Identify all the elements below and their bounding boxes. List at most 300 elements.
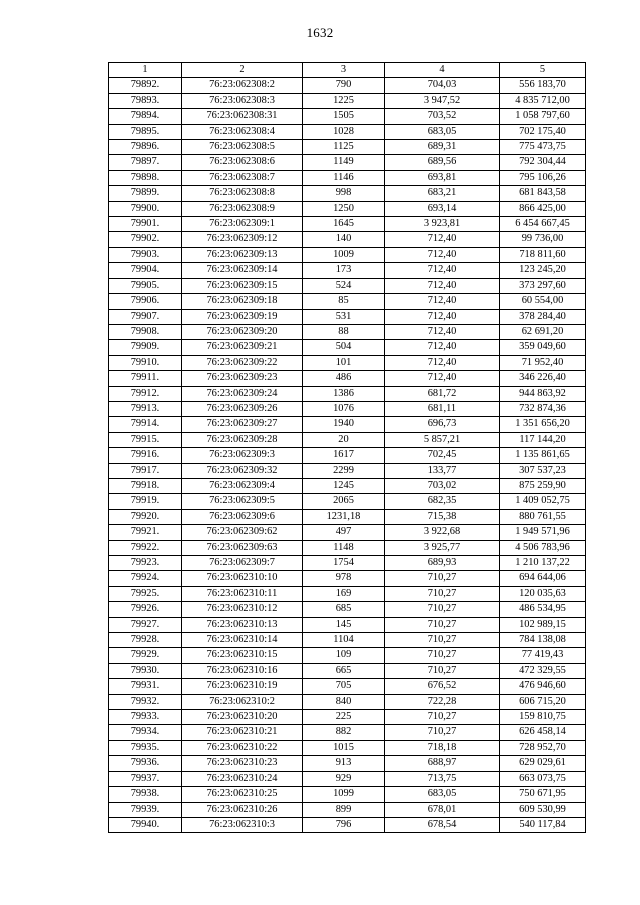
table-body bbox=[109, 78, 586, 833]
area-cell: 1754 bbox=[303, 556, 385, 571]
cadastral-number-cell: 76:23:062310:14 bbox=[182, 633, 303, 648]
area-cell: 140 bbox=[303, 232, 385, 247]
cadastral-value-cell: 750 671,95 bbox=[500, 787, 586, 802]
specific-value-cell: 693,14 bbox=[385, 201, 500, 216]
cadastral-number-cell: 76:23:062308:6 bbox=[182, 155, 303, 170]
cadastral-number-cell: 76:23:062310:13 bbox=[182, 617, 303, 632]
specific-value-cell: 710,27 bbox=[385, 617, 500, 632]
row-number-cell: 79939. bbox=[109, 802, 182, 817]
cadastral-number-cell: 76:23:062308:7 bbox=[182, 170, 303, 185]
cadastral-value-cell: 6 454 667,45 bbox=[500, 217, 586, 232]
row-number-cell: 79900. bbox=[109, 201, 182, 216]
table-row bbox=[109, 509, 586, 524]
cadastral-value-cell: 476 946,60 bbox=[500, 679, 586, 694]
cadastral-value-cell: 346 226,40 bbox=[500, 371, 586, 386]
cadastral-number-cell: 76:23:062308:9 bbox=[182, 201, 303, 216]
cadastral-value-cell: 702 175,40 bbox=[500, 124, 586, 139]
area-cell: 840 bbox=[303, 694, 385, 709]
table-row bbox=[109, 386, 586, 401]
specific-value-cell: 710,27 bbox=[385, 633, 500, 648]
row-number-cell: 79907. bbox=[109, 309, 182, 324]
area-cell: 497 bbox=[303, 525, 385, 540]
row-number-cell: 79923. bbox=[109, 556, 182, 571]
cadastral-number-cell: 76:23:062309:7 bbox=[182, 556, 303, 571]
cadastral-value-cell: 606 715,20 bbox=[500, 694, 586, 709]
specific-value-cell: 722,28 bbox=[385, 694, 500, 709]
row-number-cell: 79920. bbox=[109, 509, 182, 524]
specific-value-cell: 688,97 bbox=[385, 756, 500, 771]
specific-value-cell: 702,45 bbox=[385, 448, 500, 463]
row-number-cell: 79899. bbox=[109, 186, 182, 201]
cadastral-value-cell: 681 843,58 bbox=[500, 186, 586, 201]
specific-value-cell: 676,52 bbox=[385, 679, 500, 694]
area-cell: 1225 bbox=[303, 93, 385, 108]
table-row bbox=[109, 263, 586, 278]
area-cell: 665 bbox=[303, 663, 385, 678]
area-cell: 1104 bbox=[303, 633, 385, 648]
cadastral-number-cell: 76:23:062309:24 bbox=[182, 386, 303, 401]
row-number-cell: 79921. bbox=[109, 525, 182, 540]
cadastral-number-cell: 76:23:062309:28 bbox=[182, 432, 303, 447]
cadastral-number-cell: 76:23:062309:19 bbox=[182, 309, 303, 324]
cadastral-number-cell: 76:23:062310:20 bbox=[182, 710, 303, 725]
table-row bbox=[109, 571, 586, 586]
row-number-cell: 79915. bbox=[109, 432, 182, 447]
cadastral-value-cell: 62 691,20 bbox=[500, 324, 586, 339]
area-cell: 1099 bbox=[303, 787, 385, 802]
area-cell: 1148 bbox=[303, 540, 385, 555]
area-cell: 929 bbox=[303, 771, 385, 786]
area-cell: 705 bbox=[303, 679, 385, 694]
cadastral-number-cell: 76:23:062309:15 bbox=[182, 278, 303, 293]
area-cell: 1231,18 bbox=[303, 509, 385, 524]
cadastral-value-cell: 626 458,14 bbox=[500, 725, 586, 740]
row-number-cell: 79938. bbox=[109, 787, 182, 802]
cadastral-number-cell: 76:23:062308:3 bbox=[182, 93, 303, 108]
cadastral-number-cell: 76:23:062310:22 bbox=[182, 740, 303, 755]
cadastral-number-cell: 76:23:062310:15 bbox=[182, 648, 303, 663]
cadastral-value-cell: 1 949 571,96 bbox=[500, 525, 586, 540]
specific-value-cell: 693,81 bbox=[385, 170, 500, 185]
cadastral-value-cell: 663 073,75 bbox=[500, 771, 586, 786]
row-number-cell: 79930. bbox=[109, 663, 182, 678]
specific-value-cell: 712,40 bbox=[385, 371, 500, 386]
table-row bbox=[109, 525, 586, 540]
specific-value-cell: 712,40 bbox=[385, 232, 500, 247]
specific-value-cell: 712,40 bbox=[385, 309, 500, 324]
cadastral-value-cell: 866 425,00 bbox=[500, 201, 586, 216]
table-row bbox=[109, 247, 586, 262]
cadastral-number-cell: 76:23:062310:19 bbox=[182, 679, 303, 694]
cadastral-value-cell: 792 304,44 bbox=[500, 155, 586, 170]
cadastral-value-cell: 1 135 861,65 bbox=[500, 448, 586, 463]
table-row bbox=[109, 586, 586, 601]
row-number-cell: 79905. bbox=[109, 278, 182, 293]
table-row bbox=[109, 201, 586, 216]
cadastral-value-cell: 556 183,70 bbox=[500, 78, 586, 93]
area-cell: 1245 bbox=[303, 478, 385, 493]
cadastral-number-cell: 76:23:062310:10 bbox=[182, 571, 303, 586]
cadastral-value-cell: 117 144,20 bbox=[500, 432, 586, 447]
cadastral-number-cell: 76:23:062309:20 bbox=[182, 324, 303, 339]
area-cell: 1149 bbox=[303, 155, 385, 170]
cadastral-number-cell: 76:23:062308:31 bbox=[182, 109, 303, 124]
specific-value-cell: 712,40 bbox=[385, 294, 500, 309]
row-number-cell: 79903. bbox=[109, 247, 182, 262]
cadastral-number-cell: 76:23:062308:5 bbox=[182, 140, 303, 155]
row-number-cell: 79919. bbox=[109, 494, 182, 509]
row-number-cell: 79909. bbox=[109, 340, 182, 355]
table-row bbox=[109, 694, 586, 709]
row-number-cell: 79929. bbox=[109, 648, 182, 663]
specific-value-cell: 715,38 bbox=[385, 509, 500, 524]
area-cell: 20 bbox=[303, 432, 385, 447]
area-cell: 169 bbox=[303, 586, 385, 601]
table-row bbox=[109, 324, 586, 339]
cadastral-value-cell: 4 506 783,96 bbox=[500, 540, 586, 555]
area-cell: 1386 bbox=[303, 386, 385, 401]
cadastral-value-cell: 159 810,75 bbox=[500, 710, 586, 725]
area-cell: 504 bbox=[303, 340, 385, 355]
area-cell: 1505 bbox=[303, 109, 385, 124]
row-number-cell: 79892. bbox=[109, 78, 182, 93]
area-cell: 173 bbox=[303, 263, 385, 278]
row-number-cell: 79901. bbox=[109, 217, 182, 232]
table-row bbox=[109, 109, 586, 124]
table-row bbox=[109, 725, 586, 740]
row-number-cell: 79916. bbox=[109, 448, 182, 463]
area-cell: 2299 bbox=[303, 463, 385, 478]
specific-value-cell: 689,56 bbox=[385, 155, 500, 170]
table-row bbox=[109, 679, 586, 694]
table-row bbox=[109, 663, 586, 678]
row-number-cell: 79895. bbox=[109, 124, 182, 139]
table-row bbox=[109, 355, 586, 370]
table-row bbox=[109, 756, 586, 771]
area-cell: 531 bbox=[303, 309, 385, 324]
row-number-cell: 79908. bbox=[109, 324, 182, 339]
area-cell: 913 bbox=[303, 756, 385, 771]
table-row bbox=[109, 417, 586, 432]
table-row bbox=[109, 78, 586, 93]
row-number-cell: 79910. bbox=[109, 355, 182, 370]
area-cell: 1009 bbox=[303, 247, 385, 262]
cadastral-value-cell: 732 874,36 bbox=[500, 401, 586, 416]
table-row bbox=[109, 740, 586, 755]
table-row bbox=[109, 478, 586, 493]
row-number-cell: 79911. bbox=[109, 371, 182, 386]
row-number-cell: 79927. bbox=[109, 617, 182, 632]
row-number-cell: 79937. bbox=[109, 771, 182, 786]
cadastral-value-cell: 359 049,60 bbox=[500, 340, 586, 355]
table-row bbox=[109, 278, 586, 293]
row-number-cell: 79897. bbox=[109, 155, 182, 170]
specific-value-cell: 710,27 bbox=[385, 571, 500, 586]
area-cell: 88 bbox=[303, 324, 385, 339]
specific-value-cell: 3 947,52 bbox=[385, 93, 500, 108]
cadastral-value-cell: 60 554,00 bbox=[500, 294, 586, 309]
cadastral-value-cell: 99 736,00 bbox=[500, 232, 586, 247]
cadastral-value-cell: 795 106,26 bbox=[500, 170, 586, 185]
specific-value-cell: 710,27 bbox=[385, 586, 500, 601]
specific-value-cell: 683,21 bbox=[385, 186, 500, 201]
cadastral-number-cell: 76:23:062309:4 bbox=[182, 478, 303, 493]
column-header-4: 4 bbox=[385, 63, 500, 78]
area-cell: 2065 bbox=[303, 494, 385, 509]
cadastral-value-cell: 718 811,60 bbox=[500, 247, 586, 262]
specific-value-cell: 3 923,81 bbox=[385, 217, 500, 232]
cadastral-value-cell: 784 138,08 bbox=[500, 633, 586, 648]
cadastral-value-cell: 307 537,23 bbox=[500, 463, 586, 478]
row-number-cell: 79893. bbox=[109, 93, 182, 108]
column-header-3: 3 bbox=[303, 63, 385, 78]
table-row bbox=[109, 633, 586, 648]
row-number-cell: 79913. bbox=[109, 401, 182, 416]
table-row bbox=[109, 494, 586, 509]
cadastral-number-cell: 76:23:062310:11 bbox=[182, 586, 303, 601]
cadastral-value-cell: 728 952,70 bbox=[500, 740, 586, 755]
cadastral-value-cell: 880 761,55 bbox=[500, 509, 586, 524]
specific-value-cell: 712,40 bbox=[385, 247, 500, 262]
row-number-cell: 79936. bbox=[109, 756, 182, 771]
cadastral-number-cell: 76:23:062310:16 bbox=[182, 663, 303, 678]
table-header-row bbox=[109, 63, 586, 78]
table-row bbox=[109, 771, 586, 786]
table-row bbox=[109, 340, 586, 355]
area-cell: 486 bbox=[303, 371, 385, 386]
cadastral-number-cell: 76:23:062309:63 bbox=[182, 540, 303, 555]
table-row bbox=[109, 170, 586, 185]
specific-value-cell: 3 925,77 bbox=[385, 540, 500, 555]
cadastral-value-cell: 71 952,40 bbox=[500, 355, 586, 370]
cadastral-value-cell: 472 329,55 bbox=[500, 663, 586, 678]
cadastral-number-cell: 76:23:062309:27 bbox=[182, 417, 303, 432]
area-cell: 1940 bbox=[303, 417, 385, 432]
specific-value-cell: 712,40 bbox=[385, 263, 500, 278]
cadastral-number-cell: 76:23:062310:25 bbox=[182, 787, 303, 802]
cadastral-number-cell: 76:23:062310:12 bbox=[182, 602, 303, 617]
specific-value-cell: 678,54 bbox=[385, 817, 500, 832]
specific-value-cell: 703,02 bbox=[385, 478, 500, 493]
specific-value-cell: 681,72 bbox=[385, 386, 500, 401]
cadastral-number-cell: 76:23:062310:24 bbox=[182, 771, 303, 786]
row-number-cell: 79924. bbox=[109, 571, 182, 586]
table-row bbox=[109, 186, 586, 201]
cadastral-number-cell: 76:23:062309:18 bbox=[182, 294, 303, 309]
area-cell: 524 bbox=[303, 278, 385, 293]
area-cell: 1076 bbox=[303, 401, 385, 416]
row-number-cell: 79922. bbox=[109, 540, 182, 555]
specific-value-cell: 712,40 bbox=[385, 278, 500, 293]
area-cell: 899 bbox=[303, 802, 385, 817]
table-row bbox=[109, 556, 586, 571]
cadastral-value-cell: 540 117,84 bbox=[500, 817, 586, 832]
cadastral-value-table bbox=[108, 62, 586, 833]
area-cell: 796 bbox=[303, 817, 385, 832]
cadastral-value-cell: 4 835 712,00 bbox=[500, 93, 586, 108]
table-row bbox=[109, 124, 586, 139]
cadastral-value-cell: 1 351 656,20 bbox=[500, 417, 586, 432]
table-row bbox=[109, 155, 586, 170]
specific-value-cell: 710,27 bbox=[385, 663, 500, 678]
cadastral-value-cell: 378 284,40 bbox=[500, 309, 586, 324]
cadastral-number-cell: 76:23:062310:21 bbox=[182, 725, 303, 740]
table-row bbox=[109, 93, 586, 108]
cadastral-number-cell: 76:23:062309:5 bbox=[182, 494, 303, 509]
specific-value-cell: 682,35 bbox=[385, 494, 500, 509]
table-row bbox=[109, 309, 586, 324]
column-header-2: 2 bbox=[182, 63, 303, 78]
row-number-cell: 79912. bbox=[109, 386, 182, 401]
area-cell: 101 bbox=[303, 355, 385, 370]
table-row bbox=[109, 140, 586, 155]
row-number-cell: 79928. bbox=[109, 633, 182, 648]
row-number-cell: 79904. bbox=[109, 263, 182, 278]
area-cell: 1028 bbox=[303, 124, 385, 139]
area-cell: 882 bbox=[303, 725, 385, 740]
row-number-cell: 79918. bbox=[109, 478, 182, 493]
cadastral-value-cell: 629 029,61 bbox=[500, 756, 586, 771]
cadastral-number-cell: 76:23:062309:62 bbox=[182, 525, 303, 540]
row-number-cell: 79933. bbox=[109, 710, 182, 725]
area-cell: 1125 bbox=[303, 140, 385, 155]
table-row bbox=[109, 232, 586, 247]
specific-value-cell: 133,77 bbox=[385, 463, 500, 478]
table-row bbox=[109, 448, 586, 463]
specific-value-cell: 712,40 bbox=[385, 340, 500, 355]
area-cell: 1015 bbox=[303, 740, 385, 755]
table-row bbox=[109, 602, 586, 617]
row-number-cell: 79894. bbox=[109, 109, 182, 124]
area-cell: 685 bbox=[303, 602, 385, 617]
cadastral-value-cell: 77 419,43 bbox=[500, 648, 586, 663]
cadastral-number-cell: 76:23:062310:26 bbox=[182, 802, 303, 817]
specific-value-cell: 5 857,21 bbox=[385, 432, 500, 447]
specific-value-cell: 681,11 bbox=[385, 401, 500, 416]
cadastral-number-cell: 76:23:062308:4 bbox=[182, 124, 303, 139]
area-cell: 790 bbox=[303, 78, 385, 93]
area-cell: 1645 bbox=[303, 217, 385, 232]
table-row bbox=[109, 710, 586, 725]
specific-value-cell: 710,27 bbox=[385, 710, 500, 725]
cadastral-number-cell: 76:23:062309:32 bbox=[182, 463, 303, 478]
row-number-cell: 79914. bbox=[109, 417, 182, 432]
page-number: 1632 bbox=[306, 25, 334, 40]
area-cell: 1146 bbox=[303, 170, 385, 185]
cadastral-number-cell: 76:23:062309:13 bbox=[182, 247, 303, 262]
column-header-1: 1 bbox=[109, 63, 182, 78]
table-row bbox=[109, 294, 586, 309]
cadastral-number-cell: 76:23:062309:22 bbox=[182, 355, 303, 370]
cadastral-value-cell: 120 035,63 bbox=[500, 586, 586, 601]
row-number-cell: 79902. bbox=[109, 232, 182, 247]
row-number-cell: 79931. bbox=[109, 679, 182, 694]
row-number-cell: 79917. bbox=[109, 463, 182, 478]
specific-value-cell: 710,27 bbox=[385, 725, 500, 740]
area-cell: 978 bbox=[303, 571, 385, 586]
cadastral-number-cell: 76:23:062310:3 bbox=[182, 817, 303, 832]
cadastral-value-cell: 123 245,20 bbox=[500, 263, 586, 278]
cadastral-value-cell: 1 409 052,75 bbox=[500, 494, 586, 509]
specific-value-cell: 683,05 bbox=[385, 787, 500, 802]
cadastral-value-cell: 1 210 137,22 bbox=[500, 556, 586, 571]
cadastral-value-cell: 875 259,90 bbox=[500, 478, 586, 493]
specific-value-cell: 3 922,68 bbox=[385, 525, 500, 540]
table-row bbox=[109, 817, 586, 832]
area-cell: 85 bbox=[303, 294, 385, 309]
row-number-cell: 79898. bbox=[109, 170, 182, 185]
specific-value-cell: 678,01 bbox=[385, 802, 500, 817]
specific-value-cell: 689,31 bbox=[385, 140, 500, 155]
specific-value-cell: 718,18 bbox=[385, 740, 500, 755]
cadastral-number-cell: 76:23:062310:2 bbox=[182, 694, 303, 709]
specific-value-cell: 696,73 bbox=[385, 417, 500, 432]
cadastral-number-cell: 76:23:062309:23 bbox=[182, 371, 303, 386]
cadastral-value-cell: 609 530,99 bbox=[500, 802, 586, 817]
table-row bbox=[109, 540, 586, 555]
table-row bbox=[109, 617, 586, 632]
cadastral-number-cell: 76:23:062309:26 bbox=[182, 401, 303, 416]
row-number-cell: 79940. bbox=[109, 817, 182, 832]
row-number-cell: 79935. bbox=[109, 740, 182, 755]
cadastral-number-cell: 76:23:062310:23 bbox=[182, 756, 303, 771]
cadastral-value-cell: 694 644,06 bbox=[500, 571, 586, 586]
specific-value-cell: 689,93 bbox=[385, 556, 500, 571]
cadastral-number-cell: 76:23:062309:6 bbox=[182, 509, 303, 524]
row-number-cell: 79896. bbox=[109, 140, 182, 155]
specific-value-cell: 710,27 bbox=[385, 648, 500, 663]
area-cell: 998 bbox=[303, 186, 385, 201]
specific-value-cell: 712,40 bbox=[385, 355, 500, 370]
area-cell: 145 bbox=[303, 617, 385, 632]
cadastral-value-cell: 1 058 797,60 bbox=[500, 109, 586, 124]
table-row bbox=[109, 432, 586, 447]
cadastral-number-cell: 76:23:062309:12 bbox=[182, 232, 303, 247]
table-row bbox=[109, 371, 586, 386]
cadastral-number-cell: 76:23:062309:3 bbox=[182, 448, 303, 463]
table-row bbox=[109, 648, 586, 663]
area-cell: 109 bbox=[303, 648, 385, 663]
area-cell: 225 bbox=[303, 710, 385, 725]
table-row bbox=[109, 463, 586, 478]
cadastral-value-cell: 944 863,92 bbox=[500, 386, 586, 401]
cadastral-value-cell: 373 297,60 bbox=[500, 278, 586, 293]
specific-value-cell: 710,27 bbox=[385, 602, 500, 617]
cadastral-number-cell: 76:23:062309:1 bbox=[182, 217, 303, 232]
column-header-5: 5 bbox=[500, 63, 586, 78]
specific-value-cell: 704,03 bbox=[385, 78, 500, 93]
row-number-cell: 79926. bbox=[109, 602, 182, 617]
cadastral-number-cell: 76:23:062308:2 bbox=[182, 78, 303, 93]
cadastral-number-cell: 76:23:062308:8 bbox=[182, 186, 303, 201]
area-cell: 1617 bbox=[303, 448, 385, 463]
row-number-cell: 79934. bbox=[109, 725, 182, 740]
specific-value-cell: 713,75 bbox=[385, 771, 500, 786]
specific-value-cell: 712,40 bbox=[385, 324, 500, 339]
row-number-cell: 79925. bbox=[109, 586, 182, 601]
specific-value-cell: 703,52 bbox=[385, 109, 500, 124]
area-cell: 1250 bbox=[303, 201, 385, 216]
table-row bbox=[109, 802, 586, 817]
row-number-cell: 79906. bbox=[109, 294, 182, 309]
table-row bbox=[109, 787, 586, 802]
row-number-cell: 79932. bbox=[109, 694, 182, 709]
cadastral-number-cell: 76:23:062309:21 bbox=[182, 340, 303, 355]
cadastral-value-cell: 486 534,95 bbox=[500, 602, 586, 617]
specific-value-cell: 683,05 bbox=[385, 124, 500, 139]
cadastral-number-cell: 76:23:062309:14 bbox=[182, 263, 303, 278]
table-row bbox=[109, 217, 586, 232]
